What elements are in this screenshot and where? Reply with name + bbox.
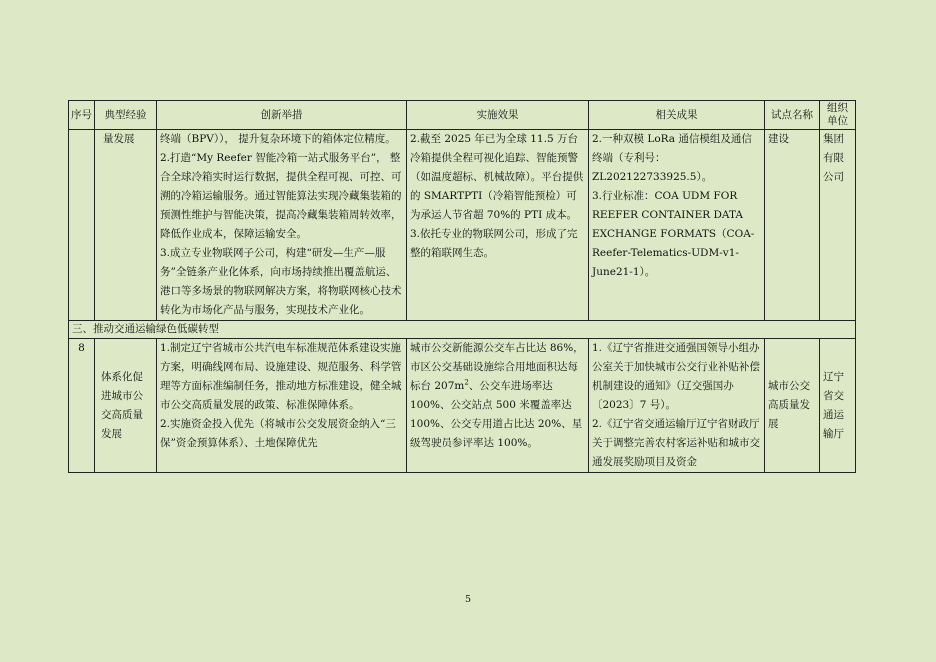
result-item: 2.《辽宁省交通运输厅辽宁省财政厅关于调整完善农村客运补贴和城市交通发展奖励项目及资金 — [592, 418, 760, 468]
cell-no — [69, 130, 95, 321]
section-row — [69, 321, 856, 339]
experience-table — [68, 100, 856, 473]
header-pilot: 试点名称 — [765, 101, 820, 130]
cell-pilot: 建设 — [765, 130, 820, 321]
measure-item: 2.打造“My Reefer 智能冷箱一站式服务平台”， 整合全球冷箱实时运行数据，提供全程可视、可控、可溯的冷箱运输服务。通过智能算法实现冷藏集装箱的预测性维护与智能决策，提高冷藏集装箱周转效率，降低作业成本，保障运输安全。 — [160, 152, 402, 240]
result-item: 2.一种双模 LoRa 通信模组及通信终端（专利号：ZL202122733925.5）。 — [592, 133, 752, 183]
effect-item: 2.截至 2025 年已为全球 11.5 万台冷箱提供全程可视化追踪、智能预警（如温度超标、机械故障）。平台提供的 SMARTPTI（冷箱智能预检）可为承运人节省超 70%的 PTI 成本。 — [410, 133, 584, 221]
measure-item: 终端（BPV））， 提升复杂环境下的箱体定位精度。 — [160, 133, 396, 145]
page-number: 5 — [464, 594, 472, 605]
cell-measures — [157, 339, 407, 473]
cell-type: 体系化促进城市公交高质量发展 — [95, 339, 157, 473]
cell-org: 辽宁省交通运输厅 — [820, 339, 856, 473]
cell-type: 量发展 — [95, 130, 157, 321]
measure-item: 1.制定辽宁省城市公共汽电车标准规范体系建设实施方案，明确线网布局、设施建设、规范服务、科学管理等方面标准编制任务，推动地方标准建设，健全城市公交高质量发展的政策、标准保障体系。 — [160, 342, 402, 411]
cell-org: 集团有限公司 — [820, 130, 856, 321]
header-type: 典型经验 — [95, 101, 157, 130]
table-row-8 — [69, 339, 856, 473]
header-results: 相关成果 — [589, 101, 765, 130]
table-row-continued — [69, 130, 856, 321]
cell-no: 8 — [69, 339, 95, 473]
result-item: 3.行业标准：COA UDM FOR REEFER CONTAINER DATA EXCHANGE FORMATS（COA-Reefer-Telematics-UDM-v1-June21-1）。 — [592, 190, 755, 278]
header-org: 组织单位 — [820, 101, 856, 130]
header-row — [69, 101, 856, 130]
header-effects: 实施效果 — [407, 101, 589, 130]
cell-pilot: 城市公交高质量发展 — [765, 339, 820, 473]
cell-effects — [407, 339, 589, 473]
header-no: 序号 — [69, 101, 95, 130]
cell-results — [589, 339, 765, 473]
section-title: 三、推动交通运输绿色低碳转型 — [69, 321, 856, 339]
header-measures: 创新举措 — [157, 101, 407, 130]
cell-results — [589, 130, 765, 321]
effect-text-start: 城市公交新能源公交车占比达 86%，市区公交基础设施综合用地面积达每标台 207m — [410, 342, 584, 392]
measure-item: 3.成立专业物联网子公司，构建“研发—生产—服务”全链条产业化体系，向市场持续推出覆盖航运、港口等多场景的物联网解决方案，将物联网核心技术转化为市场化产品与服务，实现技术产业化。 — [160, 247, 402, 316]
measure-item: 2.实施资金投入优先（将城市公交发展资金纳入“三保”资金预算体系）、土地保障优先 — [160, 418, 396, 449]
cell-measures — [157, 130, 407, 321]
cell-effects — [407, 130, 589, 321]
effect-item: 3.依托专业的物联网公司，形成了完整的箱联网生态。 — [410, 228, 578, 259]
effect-text-end: 、公交车进场率达 100%、公交站点 500 米覆盖率达 100%、公交专用道占比达 20%、星级驾驶员参评率达 100%。 — [410, 380, 583, 449]
effect-superscript: 2 — [464, 378, 469, 387]
result-item: 1.《辽宁省推进交通强国领导小组办公室关于加快城市公交行业补贴补偿机制建设的通知》（辽交强国办〔2023〕7 号）。 — [592, 342, 760, 411]
